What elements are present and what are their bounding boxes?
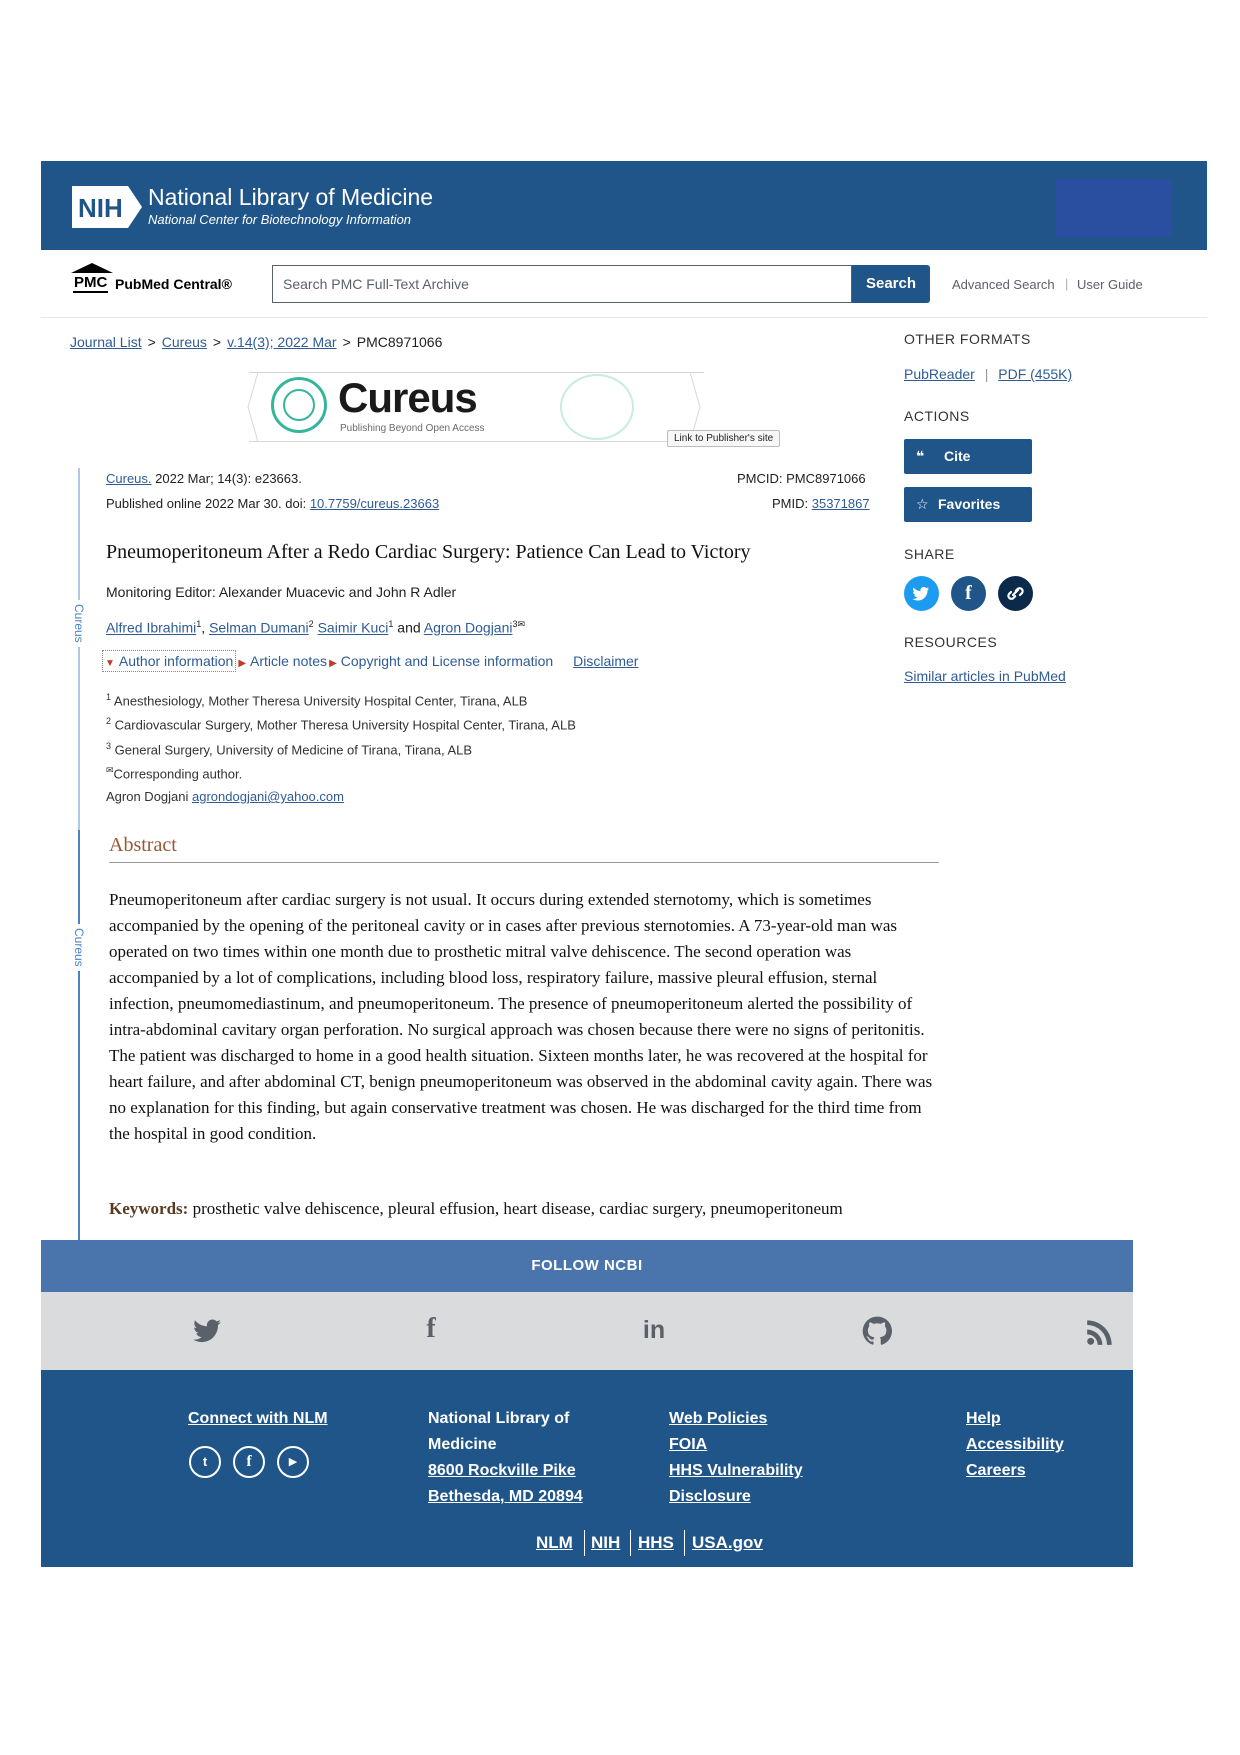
- corresponding-note: [106, 765, 242, 781]
- footer-twitter-icon[interactable]: t: [189, 1446, 221, 1478]
- affiliation-text: General Surgery, University of Medicine of Tirana, Tirana, ALB: [114, 742, 473, 758]
- usa-gov-link[interactable]: USA.gov: [692, 1533, 763, 1552]
- author-information-toggle[interactable]: [102, 650, 236, 672]
- pmc-divider: [41, 317, 1207, 318]
- follow-ncbi-bar: FOLLOW NCBI: [41, 1240, 1133, 1292]
- link-separator: |: [1065, 276, 1069, 291]
- affiliation: [106, 716, 576, 732]
- nlm-name-line: National Library of: [428, 1410, 570, 1427]
- affiliation: [106, 741, 472, 757]
- contact-name: Agron Dogjani: [106, 789, 192, 804]
- pmc-logo[interactable]: PMC: [74, 274, 108, 291]
- nlm-link[interactable]: NLM: [536, 1533, 573, 1552]
- footer-divider: [584, 1530, 585, 1556]
- footer-divider: [684, 1530, 685, 1556]
- hhs-link[interactable]: HHS: [638, 1533, 674, 1552]
- caret-right-icon: ▶: [329, 658, 337, 669]
- pmid-link[interactable]: 35371867: [811, 496, 870, 511]
- accessibility-link[interactable]: Accessibility: [966, 1436, 1064, 1453]
- copy-link-icon[interactable]: [998, 576, 1033, 611]
- other-formats-heading: OTHER FORMATS: [904, 331, 1031, 347]
- author-list: [106, 619, 525, 636]
- author-information-label: Author information: [118, 653, 234, 669]
- breadcrumb-sep: >: [147, 334, 156, 350]
- nih-subtitle: National Center for Biotechnology Information: [148, 212, 412, 227]
- linkedin-icon[interactable]: in: [642, 1316, 666, 1344]
- cite-label: Cite: [944, 448, 971, 464]
- help-link[interactable]: Help: [966, 1410, 1001, 1427]
- pubreader-link[interactable]: PubReader: [904, 366, 975, 382]
- search-button[interactable]: Search: [852, 265, 930, 303]
- keywords: [109, 1199, 843, 1219]
- favorites-label: Favorites: [938, 496, 1001, 512]
- breadcrumb-sep: >: [342, 334, 351, 350]
- doi-link[interactable]: 10.7759/cureus.23663: [309, 496, 440, 511]
- abstract-body: Pneumoperitoneum after cardiac surgery is not usual. It occurs during extended sternotomy, which is sometimes accompanied by the opening of the peritoneal cavity or in cases after previous sternotomies. A 73-year-old man was operated on two times within one month due to prosthetic mitral valve dehiscence. The second operation was accompanied by a lot of complications, including blood loss, respiratory failure, massive pleural effusion, sternal infection, pneumomediastinum, and pneumoperitoneum. The presence of pneumoperitoneum alerted the possibility of intra-abdominal cavitary organ perforation. No surgical approach was chosen because there were no signs of peritonitis. The patient was discharged to home in a good health situation. Sixteen months later, he was recovered at the hospital for heart failure, and after abdominal CT, benign pneumoperitoneum was observed in the abdominal cavity again. There was no explanation for this finding, but again conservative treatment was chosen. He was discharged for the third time from the hospital in good condition.: [109, 890, 933, 1143]
- careers-link[interactable]: Careers: [966, 1462, 1026, 1479]
- author-sup: 2: [308, 619, 314, 629]
- advanced-search-link[interactable]: Advanced Search: [952, 277, 1055, 292]
- affiliation: [106, 692, 527, 708]
- author-sup: 1: [388, 619, 394, 629]
- connect-nlm-link[interactable]: Connect with NLM: [188, 1410, 328, 1427]
- mail-icon: ✉: [106, 765, 114, 775]
- svg-text:NIH: NIH: [78, 193, 123, 223]
- affiliation-text: Anesthesiology, Mother Theresa University Hospital Center, Tirana, ALB: [113, 693, 528, 709]
- search-input[interactable]: Search PMC Full-Text Archive: [272, 265, 852, 303]
- nih-logo-icon[interactable]: [70, 184, 144, 230]
- breadcrumb-cureus[interactable]: Cureus: [161, 334, 207, 350]
- star-icon: ☆: [916, 496, 929, 512]
- pmid-label: PMID:: [772, 496, 812, 511]
- hhs-vulnerability-link[interactable]: HHS Vulnerability: [669, 1462, 803, 1479]
- author-link[interactable]: Agron Dogjani: [423, 619, 513, 636]
- monitoring-editor: Monitoring Editor: Alexander Muacevic and John R Adler: [106, 584, 457, 600]
- citation-line: [106, 471, 302, 486]
- published-prefix: Published online 2022 Mar 30. doi:: [106, 496, 310, 511]
- affiliation-sup: 2: [106, 716, 112, 726]
- banner-subtitle: Publishing Beyond Open Access: [340, 423, 485, 434]
- format-sep: |: [984, 366, 989, 382]
- abstract-heading: Abstract: [109, 834, 177, 856]
- address-city-link[interactable]: Bethesda, MD 20894: [428, 1488, 583, 1505]
- journal-link[interactable]: Cureus.: [106, 471, 152, 486]
- affiliation-text: Cardiovascular Surgery, Mother Theresa University Hospital Center, Tirana, ALB: [114, 717, 576, 733]
- header-account-area[interactable]: [1056, 179, 1172, 237]
- author-sep: ,: [201, 619, 210, 636]
- similar-articles-link[interactable]: Similar articles in PubMed: [904, 668, 1066, 684]
- side-journal-label: Cureus: [72, 924, 86, 971]
- published-line: [106, 496, 439, 511]
- cureus-seal-inner-icon: [283, 389, 315, 421]
- author-link[interactable]: Saimir Kuci: [317, 619, 389, 636]
- pmid: [772, 496, 870, 511]
- pmc-roof-icon: [71, 263, 113, 273]
- twitter-icon[interactable]: [193, 1318, 221, 1344]
- nlm-name-line: Medicine: [428, 1436, 497, 1453]
- article-notes-toggle[interactable]: Article notes: [250, 653, 328, 669]
- affiliation-sup: 3: [106, 741, 112, 751]
- banner-watermark-icon: [540, 374, 692, 436]
- side-rule-bottom: [78, 830, 80, 1245]
- facebook-icon[interactable]: f: [426, 1313, 436, 1344]
- article-title: Pneumoperitoneum After a Redo Cardiac Surgery: Patience Can Lead to Victory: [106, 541, 751, 563]
- twitter-share-icon[interactable]: [904, 576, 939, 611]
- keywords-label: Keywords:: [109, 1199, 189, 1218]
- nih-title[interactable]: National Library of Medicine: [148, 184, 434, 210]
- disclosure-link[interactable]: Disclosure: [669, 1488, 751, 1505]
- breadcrumb: [70, 334, 442, 350]
- author-link[interactable]: Selman Dumani: [209, 619, 309, 636]
- pdf-link[interactable]: PDF (455K): [998, 366, 1073, 382]
- share-heading: SHARE: [904, 546, 955, 562]
- user-guide-link[interactable]: User Guide: [1077, 277, 1143, 292]
- footer-divider: [630, 1530, 631, 1556]
- side-rule-top: [78, 468, 80, 830]
- actions-heading: ACTIONS: [904, 408, 970, 424]
- contact-line: [106, 789, 344, 804]
- foia-link[interactable]: FOIA: [669, 1436, 708, 1453]
- banner-left-edge: [244, 372, 258, 442]
- article-info-row: [102, 653, 638, 669]
- caret-right-icon: ▶: [238, 658, 247, 669]
- pmcid: PMCID: PMC8971066: [737, 471, 866, 486]
- citation-details: 2022 Mar; 14(3): e23663.: [151, 471, 302, 486]
- author-sep: and: [393, 619, 424, 636]
- breadcrumb-issue[interactable]: v.14(3); 2022 Mar: [227, 334, 337, 350]
- keywords-text: prosthetic valve dehiscence, pleural effusion, heart disease, cardiac surgery, pneumoperitoneum: [188, 1199, 843, 1218]
- contact-email-link[interactable]: agrondogjani@yahoo.com: [192, 789, 344, 804]
- facebook-share-icon[interactable]: f: [951, 576, 986, 611]
- author-link[interactable]: Alfred Ibrahimi: [106, 619, 197, 636]
- author-sup: 3: [512, 619, 518, 629]
- breadcrumb-sep: >: [212, 334, 222, 350]
- resources-heading: RESOURCES: [904, 634, 998, 650]
- breadcrumb-current: PMC8971066: [356, 334, 443, 350]
- nih-link[interactable]: NIH: [591, 1533, 621, 1552]
- address-street-link[interactable]: 8600 Rockville Pike: [428, 1462, 576, 1479]
- rss-icon[interactable]: [1086, 1318, 1114, 1346]
- breadcrumb-journal-list[interactable]: Journal List: [70, 334, 142, 350]
- favorites-button[interactable]: [904, 487, 1032, 522]
- cite-button[interactable]: [904, 439, 1032, 474]
- caret-down-icon: ▼: [105, 658, 115, 669]
- github-icon[interactable]: [862, 1316, 892, 1346]
- corresponding-text: Corresponding author.: [113, 766, 243, 782]
- author-sup: 1: [196, 619, 202, 629]
- affiliation-sup: 1: [106, 692, 112, 702]
- publisher-tooltip: Link to Publisher's site: [667, 430, 780, 447]
- disclaimer-link[interactable]: Disclaimer: [573, 653, 639, 669]
- mail-icon: ✉: [517, 619, 526, 629]
- footer-facebook-icon[interactable]: f: [233, 1446, 265, 1478]
- pmc-logo-text[interactable]: PubMed Central®: [115, 276, 232, 292]
- side-journal-label: Cureus: [72, 600, 86, 647]
- copyright-toggle[interactable]: Copyright and License information: [340, 653, 554, 669]
- footer-youtube-icon[interactable]: ▶: [277, 1446, 309, 1478]
- format-links: [904, 366, 1072, 382]
- banner-title: Cureus: [338, 374, 477, 421]
- web-policies-link[interactable]: Web Policies: [669, 1410, 768, 1427]
- abstract-divider: [109, 862, 939, 863]
- quote-icon: ❝: [916, 448, 925, 464]
